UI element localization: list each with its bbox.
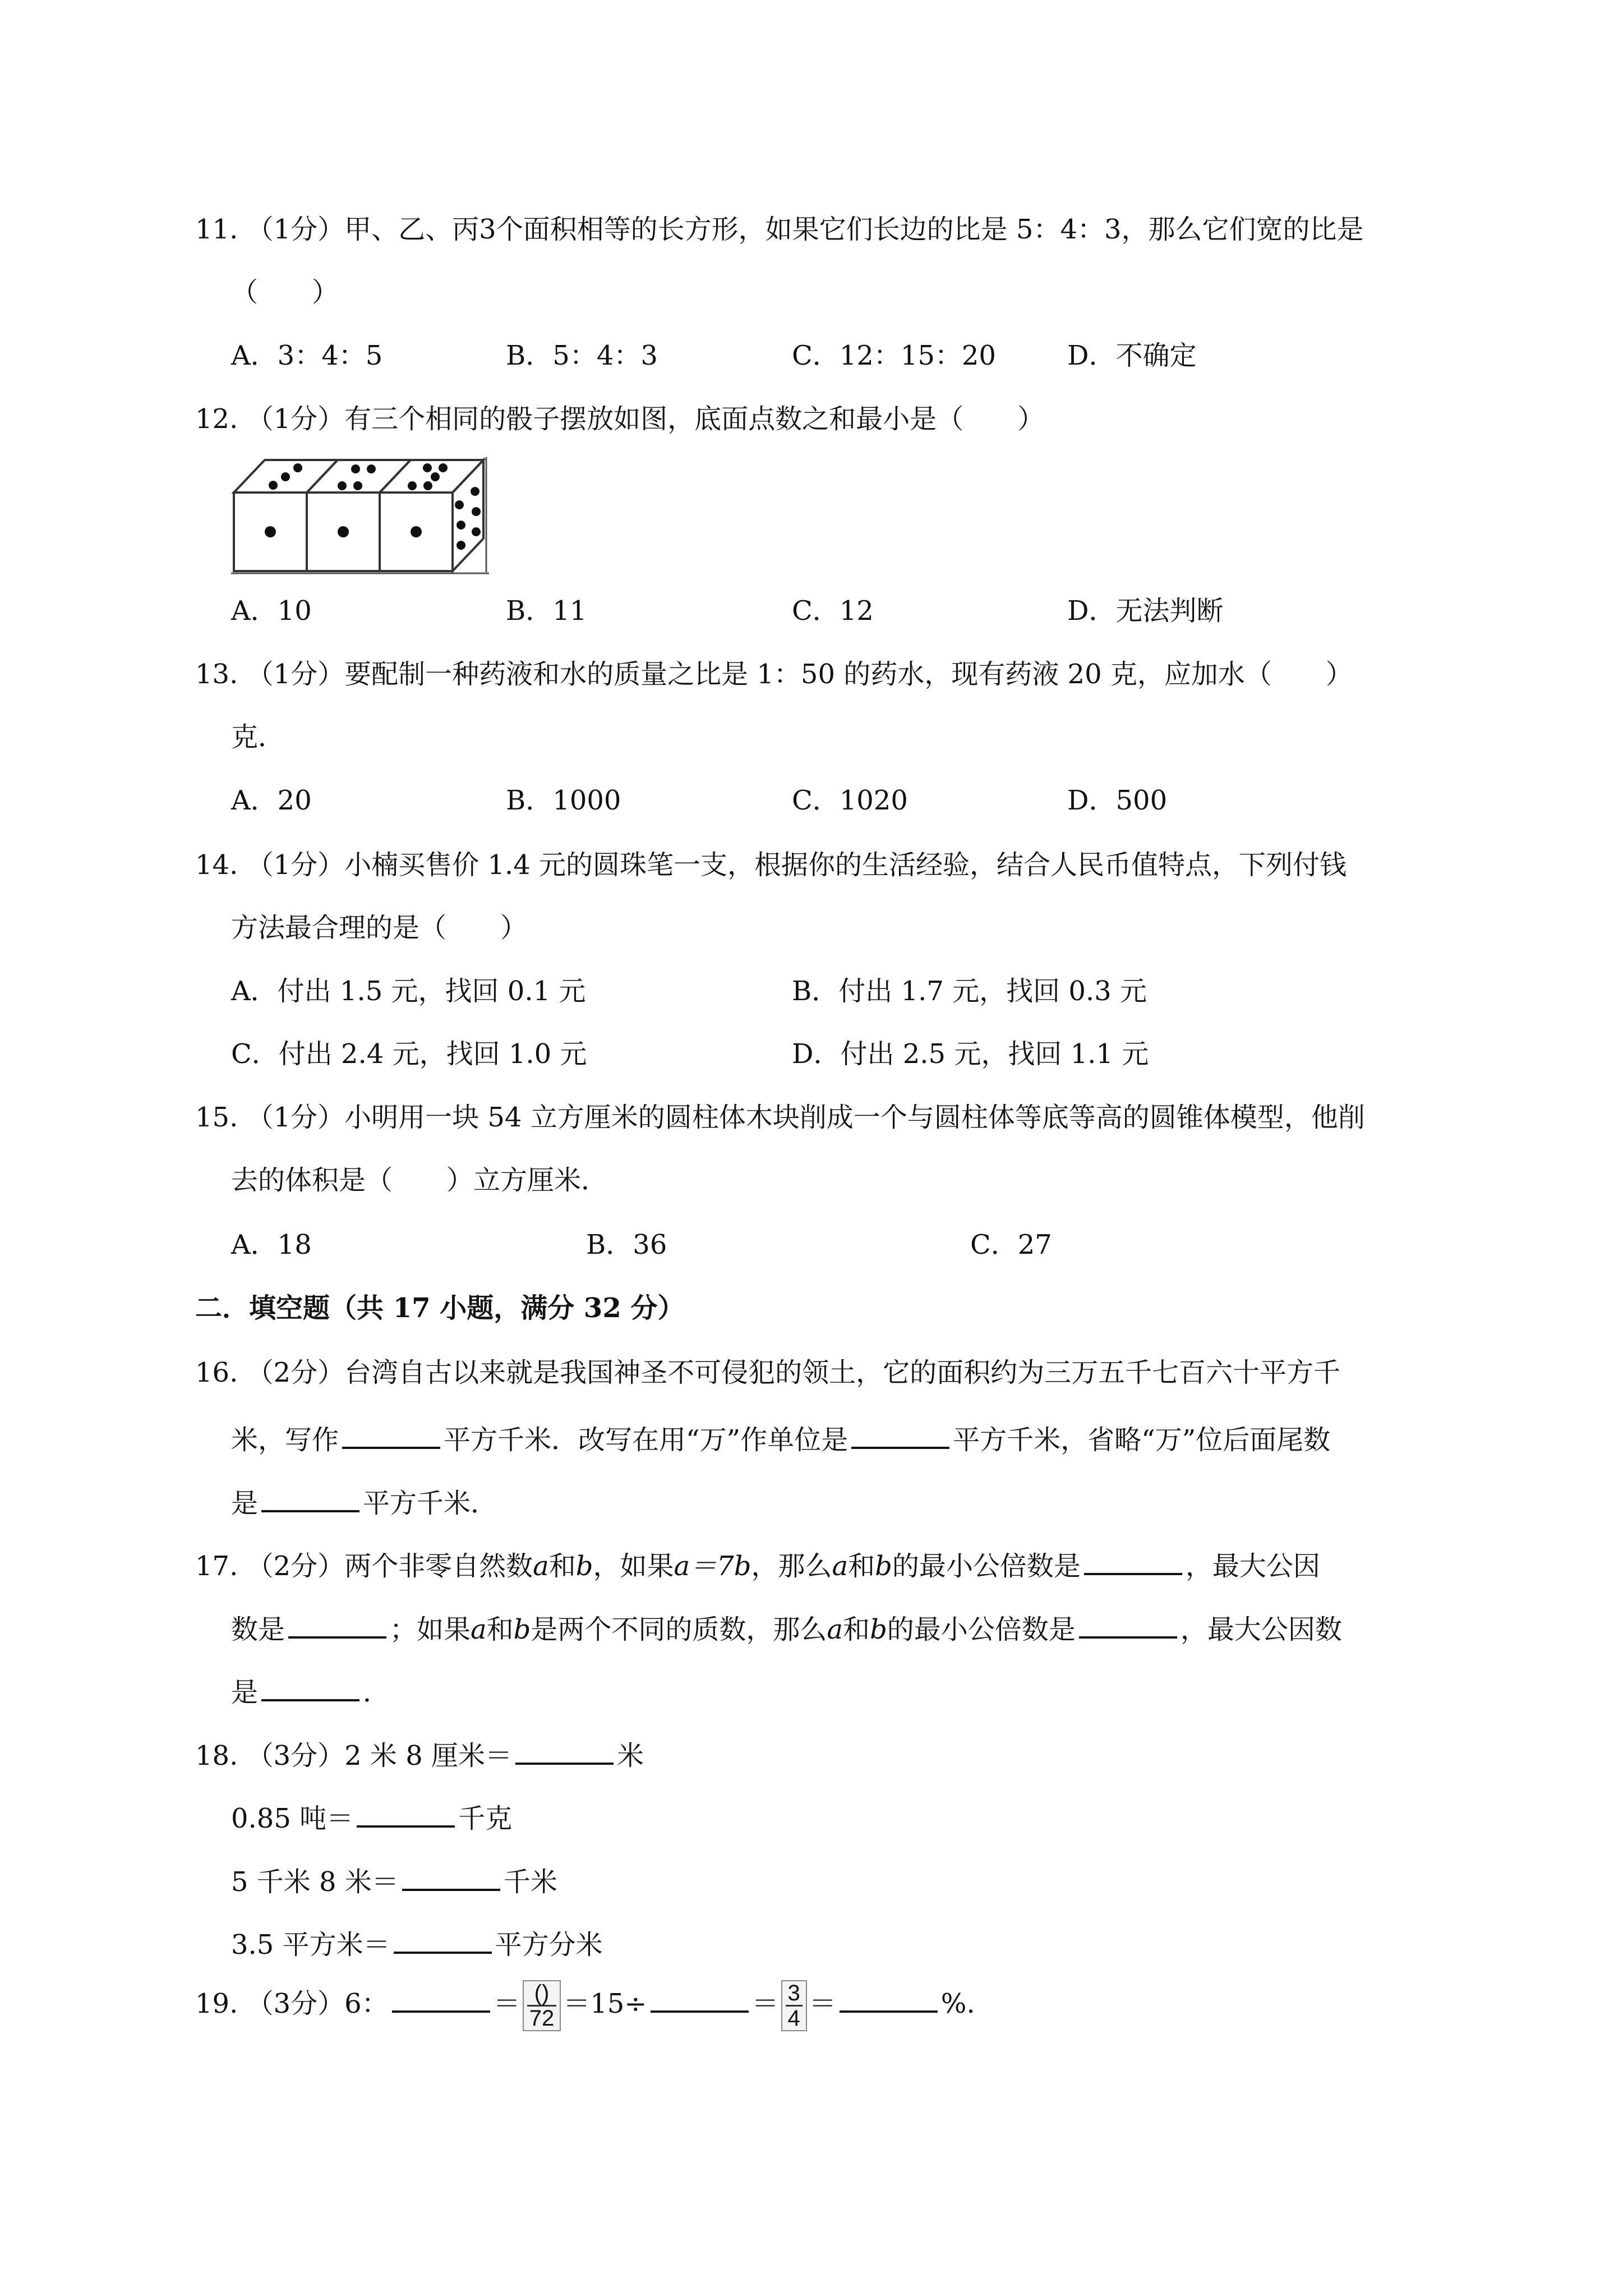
q15-option-c: C．27 <box>970 1229 1052 1260</box>
q13-option-c: C．1020 <box>792 785 908 816</box>
q12-stem: 12. （1分）有三个相同的骰子摆放如图，底面点数之和最小是（ ） <box>195 403 1045 435</box>
q17-line2: 数是 ；如果a和b是两个不同的质数，那么a和b的最小公倍数是 ，最大公因数 <box>231 1612 1342 1643</box>
q18-line3: 5 千米 8 米＝ 千米 <box>231 1864 557 1895</box>
q12-option-c: C．12 <box>792 595 874 627</box>
q17-line3: 是 ． <box>231 1674 390 1706</box>
q11-option-a: A．3：4：5 <box>231 340 383 371</box>
answer-blank[interactable] <box>515 1738 614 1765</box>
q11-stem: 11. （1分）甲、乙、丙3个面积相等的长方形，如果它们长边的比是 5：4：3，那么它们宽的比是 <box>195 214 1364 245</box>
q11-option-b: B．5：4：3 <box>506 340 658 371</box>
answer-blank[interactable] <box>261 1485 359 1512</box>
q15-option-b: B．36 <box>586 1229 667 1260</box>
answer-blank[interactable] <box>1084 1548 1182 1575</box>
q12-option-b: B．11 <box>506 595 587 627</box>
q13-option-a: A．20 <box>231 785 312 816</box>
q16-line3: 是 平方千米． <box>231 1485 497 1517</box>
q14-stem: 14. （1分）小楠买售价 1.4 元的圆珠笔一支，根据你的生活经验，结合人民币值特点，下列付钱 <box>195 849 1347 881</box>
answer-blank[interactable] <box>261 1674 359 1701</box>
q19-line: 19. （3分）6： ＝ $\frac{()}{72}$ ＝15÷ ＝ $\frac{3}{4}$ ＝ %. <box>195 1981 975 2031</box>
fraction-blank-over-72: $\frac{()}{72}$ <box>523 1980 561 2031</box>
answer-blank[interactable] <box>402 1864 500 1891</box>
answer-blank[interactable] <box>392 1986 490 2013</box>
q15-stem: 15. （1分）小明用一块 54 立方厘米的圆柱体木块削成一个与圆柱体等底等高的圆锥体模型，他削 <box>195 1102 1365 1133</box>
q11-option-d: D．不确定 <box>1067 340 1197 371</box>
q14-option-c: C．付出 2.4 元，找回 1.0 元 <box>231 1038 587 1070</box>
answer-blank[interactable] <box>840 1986 938 2013</box>
answer-blank[interactable] <box>342 1422 440 1449</box>
q13-stem: 13. （1分）要配制一种药液和水的质量之比是 1：50 的药水，现有药液 20 克，应加水（ ） <box>195 659 1353 690</box>
q14-option-a: A．付出 1.5 元，找回 0.1 元 <box>231 976 586 1007</box>
q18-line1: 18. （3分）2 米 8 厘米＝ 米 <box>195 1738 644 1769</box>
q18-line2: 0.85 吨＝ 千克 <box>231 1801 512 1832</box>
q13-option-d: D．500 <box>1067 785 1168 816</box>
dice-figure <box>231 454 495 575</box>
q15-option-a: A．18 <box>231 1229 312 1260</box>
q18-line4: 3.5 平方米＝ 平方分米 <box>231 1927 603 1958</box>
q14-option-b: B．付出 1.7 元，找回 0.3 元 <box>792 976 1147 1007</box>
q17-line1: 17. （2分）两个非零自然数a和b，如果a＝7b，那么a和b的最小公倍数是 ，最大公因 <box>195 1548 1320 1580</box>
q16-line1: 16. （2分）台湾自古以来就是我国神圣不可侵犯的领土，它的面积约为三万五千七百六十平方千 <box>195 1357 1341 1388</box>
answer-blank[interactable] <box>651 1986 749 2013</box>
die-3-side <box>453 460 483 571</box>
q11-stem-blank: （ ） <box>231 277 339 308</box>
q14-stem-cont: 方法最合理的是（ ） <box>231 912 528 944</box>
fraction-three-quarters: $\frac{3}{4}$ <box>781 1980 807 2031</box>
answer-blank[interactable] <box>288 1612 386 1639</box>
q11-option-c: C．12：15：20 <box>792 340 996 371</box>
answer-blank[interactable] <box>851 1422 949 1449</box>
q16-line2: 米，写作 平方千米．改写在用“万”作单位是 平方千米，省略“万”位后面尾数 <box>231 1422 1330 1453</box>
answer-blank[interactable] <box>1079 1612 1177 1639</box>
section-heading: 二．填空题（共 17 小题，满分 32 分） <box>195 1292 685 1324</box>
q12-option-d: D．无法判断 <box>1067 595 1224 627</box>
q15-stem-cont: 去的体积是（ ）立方厘米． <box>231 1165 608 1196</box>
q14-option-d: D．付出 2.5 元，找回 1.1 元 <box>792 1038 1149 1070</box>
answer-blank[interactable] <box>394 1927 492 1954</box>
answer-blank[interactable] <box>357 1801 455 1828</box>
q12-option-a: A．10 <box>231 595 312 627</box>
q13-stem-unit: 克． <box>231 721 285 753</box>
q13-option-b: B．1000 <box>506 785 621 816</box>
